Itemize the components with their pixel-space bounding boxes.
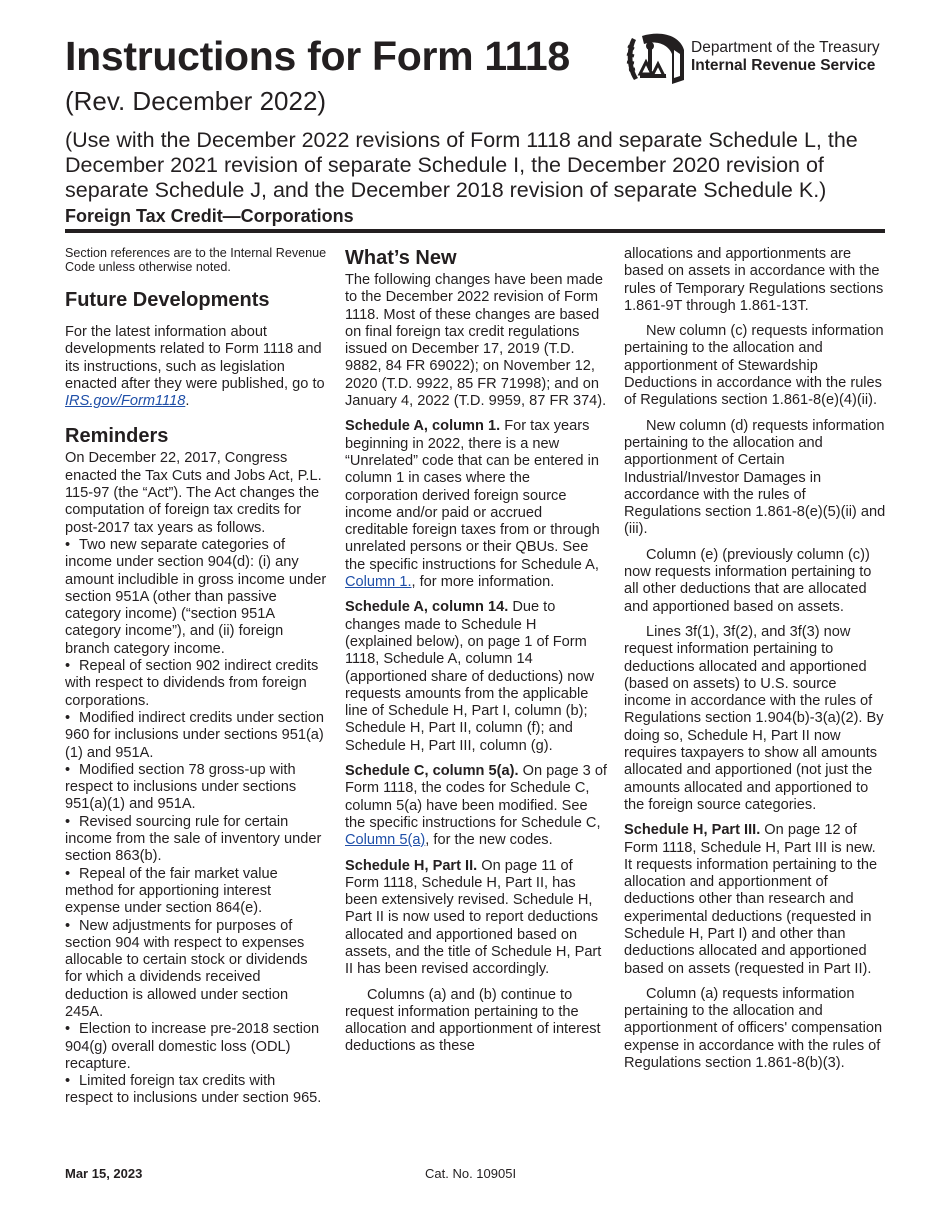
columns-ab-paragraph: Columns (a) and (b) continue to request information pertaining to the allocation and apportionment of interest deductions as these: [345, 986, 601, 1055]
reminders-intro: On December 22, 2017, Congress enacted the Tax Cuts and Jobs Act, P.L. 115-97 (the “Act”). The Act changes the computation of foreign tax credits for post-2017 tax years as follows.: [65, 450, 322, 536]
column-1: [65, 246, 327, 1108]
footer-catalog-number: Cat. No. 10905I: [425, 1166, 517, 1181]
bullet-icon: •: [65, 865, 71, 882]
schedule-h-part-ii-paragraph: Schedule H, Part II. On page 11 of Form 1118, Schedule H, Part II, has been extensively revised. Schedule H, Part II is now used to report deductions allocated and apportioned based on assets, and the title of Schedule H, Part II has been revised accordingly.: [345, 857, 602, 978]
list-item: • Revised sourcing rule for certain income from the sale of inventory under section 863(b).: [65, 813, 322, 865]
column-5a-link[interactable]: Column 5(a): [345, 832, 426, 849]
future-developments-text: For the latest information about developments related to Form 1118 and its instructions, such as legislation enacted after they were published, go to IRS.gov/Form1118.: [65, 324, 325, 410]
irs-form1118-link[interactable]: IRS.gov/Form1118: [65, 393, 186, 410]
bullet-icon: •: [65, 658, 71, 675]
column-2: [345, 246, 607, 1064]
column-1-link[interactable]: Column 1.: [345, 574, 412, 591]
bullet-icon: •: [65, 917, 71, 934]
list-item: • Repeal of section 902 indirect credits with respect to dividends from foreign corporations.: [65, 658, 319, 709]
column-3: [624, 246, 886, 1080]
whats-new-heading: What’s New: [345, 247, 457, 269]
continued-paragraph: allocations and apportionments are based on assets in accordance with the rules of Temporary Regulations sections 1.861-9T through 1.861-13T.: [624, 246, 884, 314]
list-item: • Repeal of the fair market value method for apportioning interest expense under section 864(e).: [65, 865, 278, 917]
schedule-a-column-1-paragraph: Schedule A, column 1. For tax years beginning in 2022, there is a new “Unrelated” code that can be entered in column 1 in cases where the corporation derived foreign source income and/or paid or accrued creditable foreign taxes from or through unrelated persons or their QBUs. See the specific instructions for Schedule A, Column 1., for more information.: [345, 418, 600, 591]
schedule-c-column-5a-paragraph: Schedule C, column 5(a). On page 3 of Form 1118, the codes for Schedule C, column 5(a) have been modified. See the specific instructions for Schedule C, Column 5(a), for the new codes.: [345, 763, 607, 849]
bullet-icon: •: [65, 709, 71, 726]
whats-new-text: The following changes have been made to the December 2022 revision of Form 1118. Most of these changes are based on final foreign tax credit regulations issued on December 17, 2019 (T.D. 9882, 84 FR 69022); on November 12, 2020 (T.D. 9922, 85 FR 71998); and on January 4, 2022 (T.D. 9959, 87 FR 374).: [345, 272, 607, 410]
section-note: Section references are to the Internal Revenue Code unless otherwise noted.: [65, 246, 327, 274]
column-c-paragraph: New column (c) requests information pertaining to the allocation and apportionment of Stewardship Deductions in accordance with the rules of Regulations section 1.861-8(e)(4)(ii).: [624, 323, 884, 409]
reminders-heading: Reminders: [65, 425, 169, 448]
agency-line-department: Department of the Treasury: [691, 39, 880, 56]
schedule-a-column-14-paragraph: Schedule A, column 14. Due to changes made to Schedule H (explained below), on page 1 of Form 1118, Schedule A, column 14 (apportioned share of deductions) now requests amounts from the applicable line of Schedule H, Part I, column (b); Schedule H, Part II, column (f); and Schedule H, Part III, column (g).: [345, 599, 595, 754]
list-item: • Two new separate categories of income under section 904(d): (i) any amount includible in gross income under section 951A (other than passive category income) (“section 951A category income”), and (ii) foreign branch category income.: [65, 536, 327, 657]
column-a-paragraph: Column (a) requests information pertaining to the allocation and apportionment of officers' compensation expense in accordance with the rules of Regulations section 1.861-8(b)(3).: [624, 985, 883, 1072]
lines-3f-paragraph: Lines 3f(1), 3f(2), and 3f(3) now request information pertaining to deductions allocated and apportioned (based on assets) to U.S. source income in accordance with the rules of Regulations section 1.904(b)-3(a)(2). By doing so, Schedule H, Part II now requires taxpayers to show all amounts allocated and apportioned (not just the amounts allocated and apportioned to the foreign source categories.: [624, 623, 884, 813]
schedule-h-part-iii-paragraph: Schedule H, Part III. On page 12 of Form 1118, Schedule H, Part III is new. It requests information pertaining to the allocation and apportionment of deductions other than research and experimental deductions (requested in Schedule H, Part I) and other than deductions allocated and apportioned based on assets (requested in Part II).: [624, 822, 878, 977]
revision-date: (Rev. December 2022): [65, 86, 327, 116]
column-e-paragraph: Column (e) (previously column (c)) now requests information pertaining to all other deductions that are allocated and apportioned based on assets.: [624, 546, 872, 615]
bullet-icon: •: [65, 761, 71, 778]
bullet-icon: •: [65, 1073, 71, 1090]
list-item: • Modified section 78 gross-up with respect to inclusions under sections 951(a)(1) and 951A.: [65, 761, 297, 813]
footer-date: Mar 15, 2023: [65, 1166, 143, 1181]
use-with-note: (Use with the December 2022 revisions of Form 1118 and separate Schedule L, the December 2021 revision of separate Schedule I, the December 2020 revision of separate Schedule J, and the December 2018 revision of separate Schedule K.): [65, 128, 858, 202]
agency-line-irs: Internal Revenue Service: [691, 57, 876, 74]
list-item: • Modified indirect credits under section 960 for inclusions under sections 951(a)(1) and 951A.: [65, 709, 324, 761]
bullet-icon: •: [65, 813, 71, 830]
agency-name: [691, 39, 880, 75]
header-rule: [65, 229, 885, 233]
page-title: Instructions for Form 1118: [65, 33, 570, 79]
document-subtitle: Foreign Tax Credit—Corporations: [65, 206, 354, 226]
list-item: • New adjustments for purposes of section 904 with respect to expenses allocable to certain stock or dividends for which a dividends received deduction is allowed under section 245A.: [65, 917, 308, 1020]
irs-eagle-logo-icon: [622, 30, 686, 86]
bullet-icon: •: [65, 1021, 71, 1038]
column-d-paragraph: New column (d) requests information pertaining to the allocation and apportionment of Certain Industrial/Investor Damages in accordance with the rules of Regulations section 1.861-8(e)(5)(ii) and (iii).: [624, 417, 886, 538]
list-item: • Election to increase pre-2018 section 904(g) overall domestic loss (ODL) recapture.: [65, 1021, 320, 1072]
bullet-icon: •: [65, 536, 71, 553]
list-item: • Limited foreign tax credits with respect to inclusions under section 965.: [65, 1073, 322, 1107]
future-developments-heading: Future Developments: [65, 289, 270, 311]
